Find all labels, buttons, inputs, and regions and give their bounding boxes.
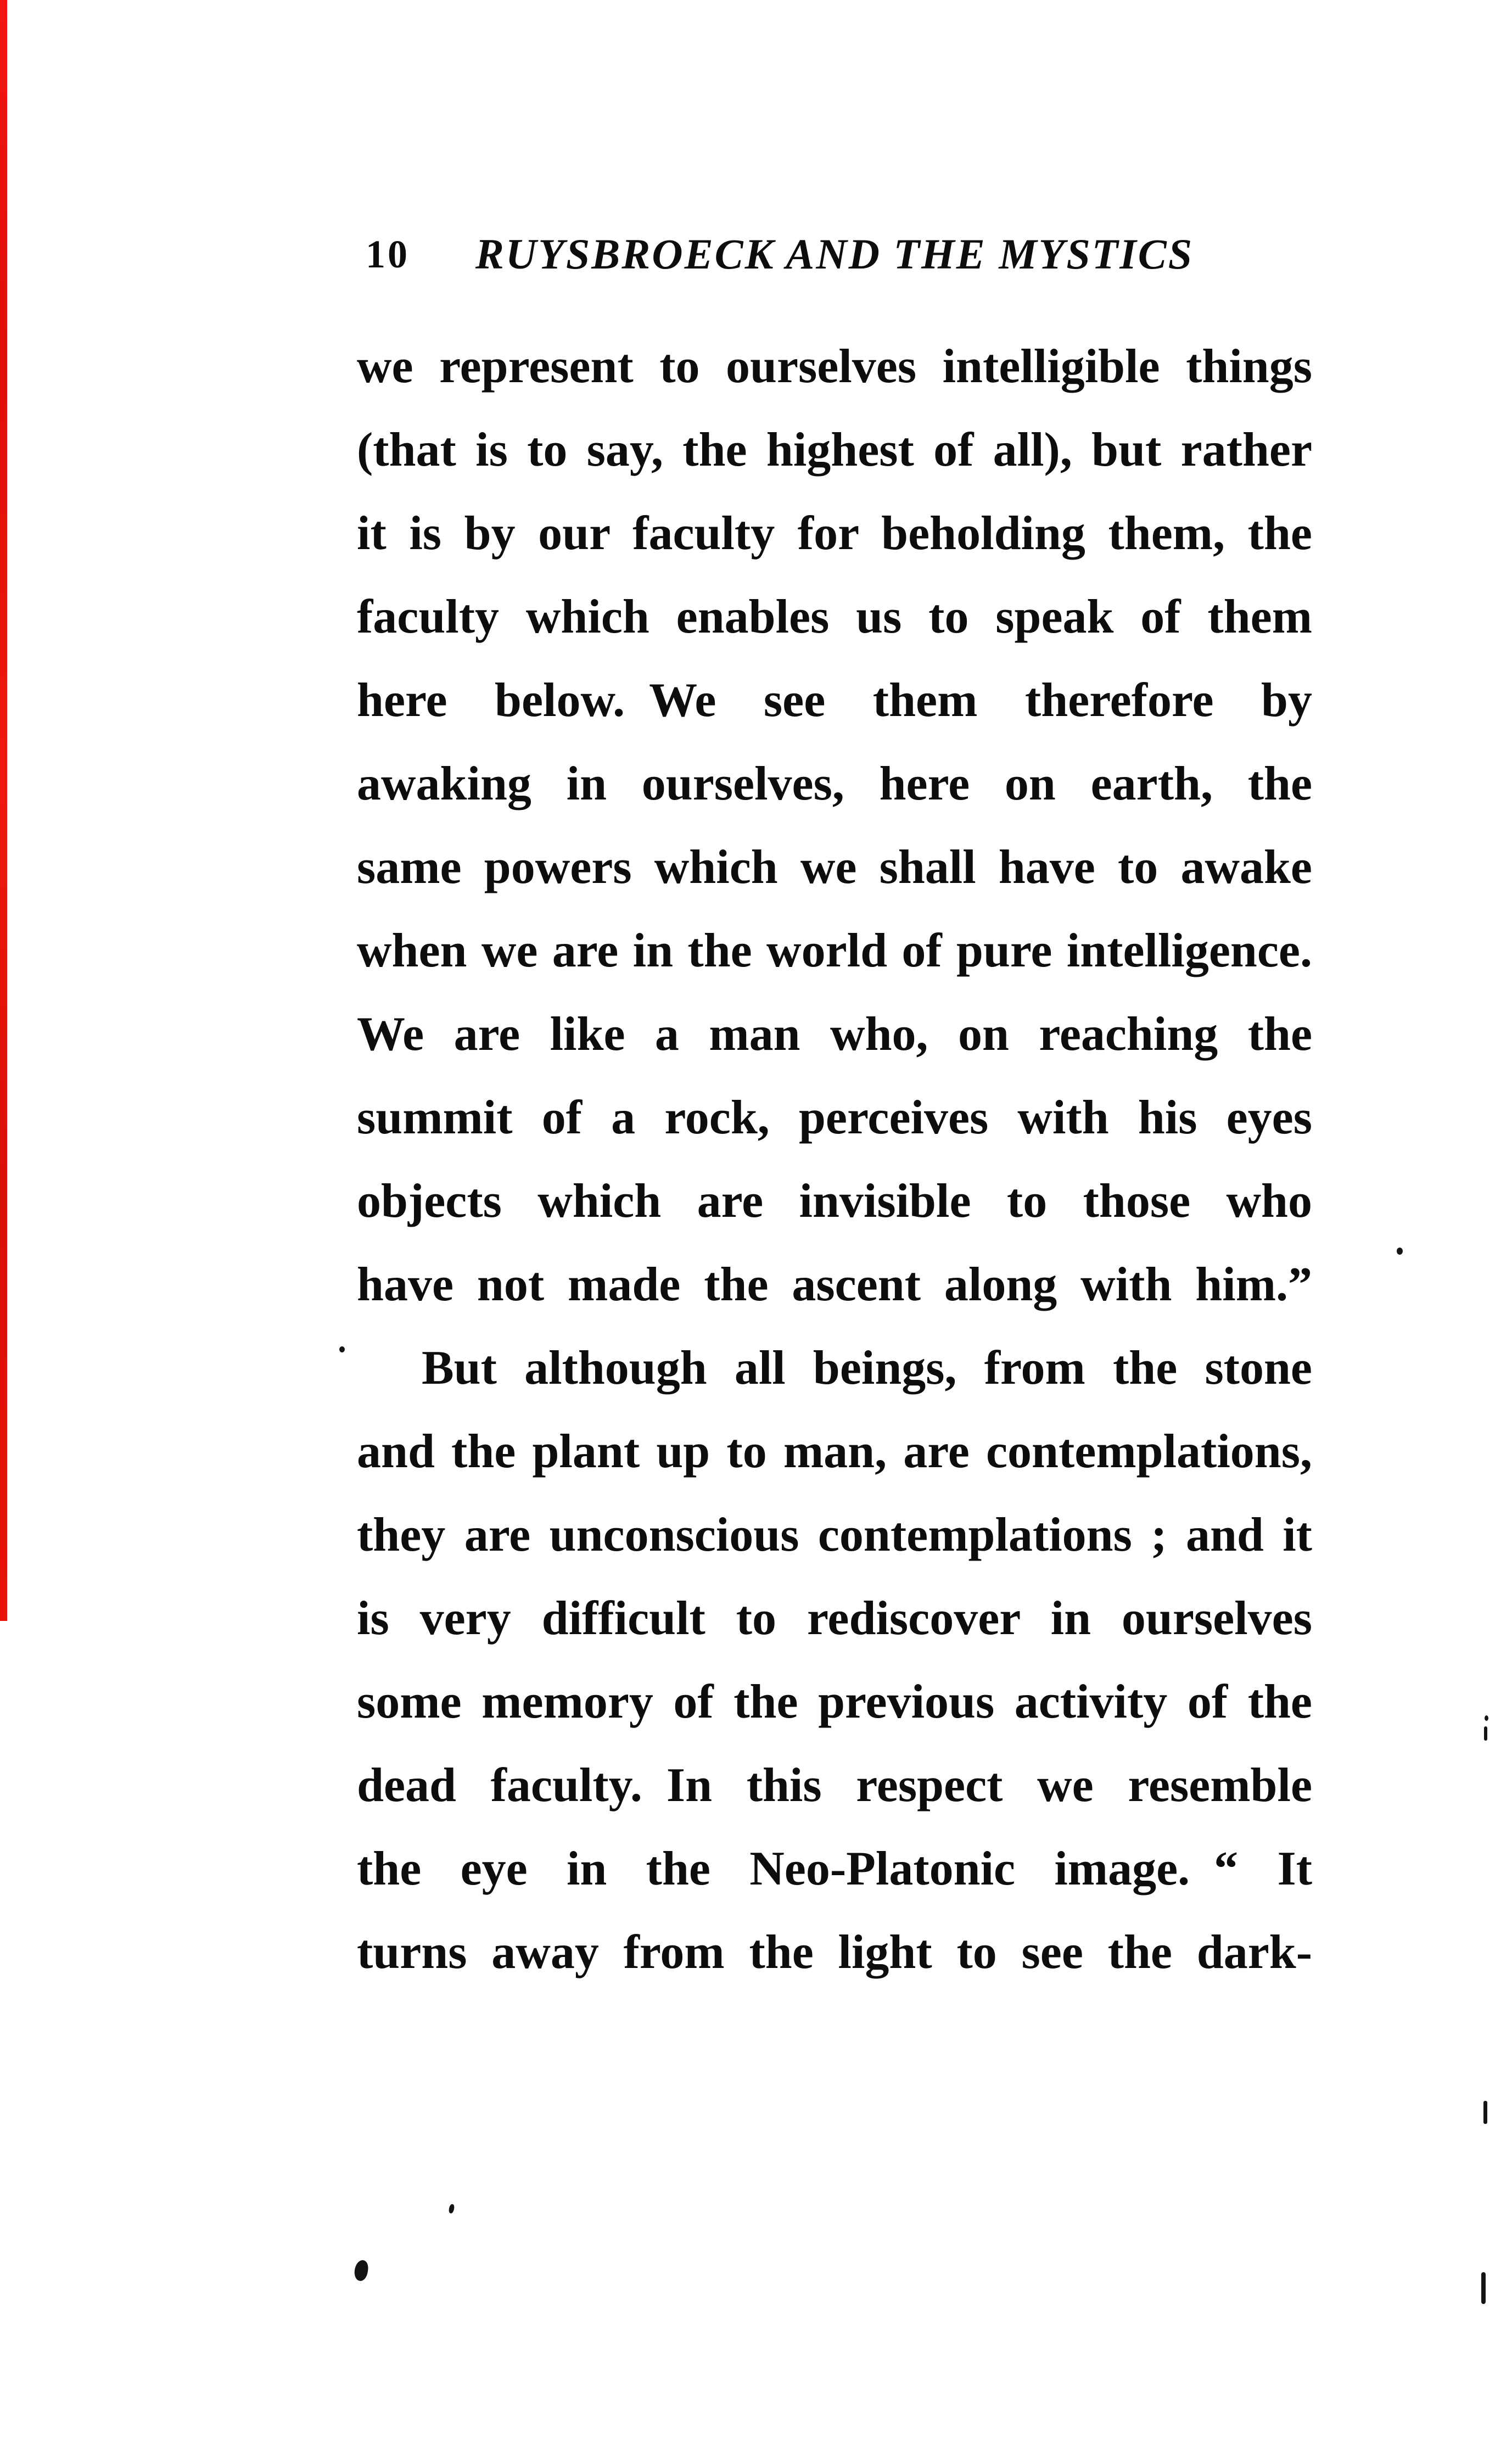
text-line: and the plant up to man, are contemplations, [357,1425,1312,1478]
bottom-left-ink-blob [353,2260,369,2282]
text-line: turns away from the light to see the dark- [357,1926,1312,1979]
text-line: we represent to ourselves intelligible things [357,340,1312,393]
text-line: here below. We see them therefore by [357,674,1312,727]
text-line: awaking in ourselves, here on earth, the [357,757,1312,810]
running-title: RUYSBROECK AND THE MYSTICS [475,230,1194,278]
text-line: when we are in the world of pure intelligence. [357,924,1312,977]
text-line: is very difficult to rediscover in ourselves [357,1592,1312,1645]
text-line: faculty which enables us to speak of them [357,590,1312,644]
right-edge-bar-speck [1483,2101,1487,2124]
text-line: have not made the ascent along with him.” [357,1258,1312,1311]
right-edge-i-speck-dot [1485,1715,1488,1721]
text-line-paragraph-start: But although all beings, from the stone [422,1341,1312,1395]
text-line: objects which are invisible to those who [357,1175,1312,1228]
text-line: some memory of the previous activity of the [357,1675,1312,1729]
text-line: the eye in the Neo-Platonic image. “ It [357,1842,1312,1895]
text-line: dead faculty. In this respect we resemble [357,1759,1312,1812]
scan-edge-red-line [0,0,7,1621]
text-line: same powers which we shall have to awake [357,841,1312,894]
bottom-left-ink-tick [448,2204,455,2213]
running-header [357,224,1312,284]
right-margin-ink-dot [1397,1248,1403,1255]
right-edge-i-speck-stem [1484,1726,1487,1741]
text-line: We are like a man who, on reaching the [357,1008,1312,1061]
page-number: 10 [366,232,410,276]
text-line: summit of a rock, perceives with his eyes [357,1091,1312,1144]
margin-ink-dot [339,1346,345,1352]
body-text [357,325,1312,1994]
text-line: it is by our faculty for beholding them, the [357,507,1312,560]
text-line: they are unconscious contemplations ; and it [357,1508,1312,1562]
text-line: (that is to say, the highest of all), but rather [357,423,1312,477]
right-edge-bar-speck [1481,2272,1486,2304]
